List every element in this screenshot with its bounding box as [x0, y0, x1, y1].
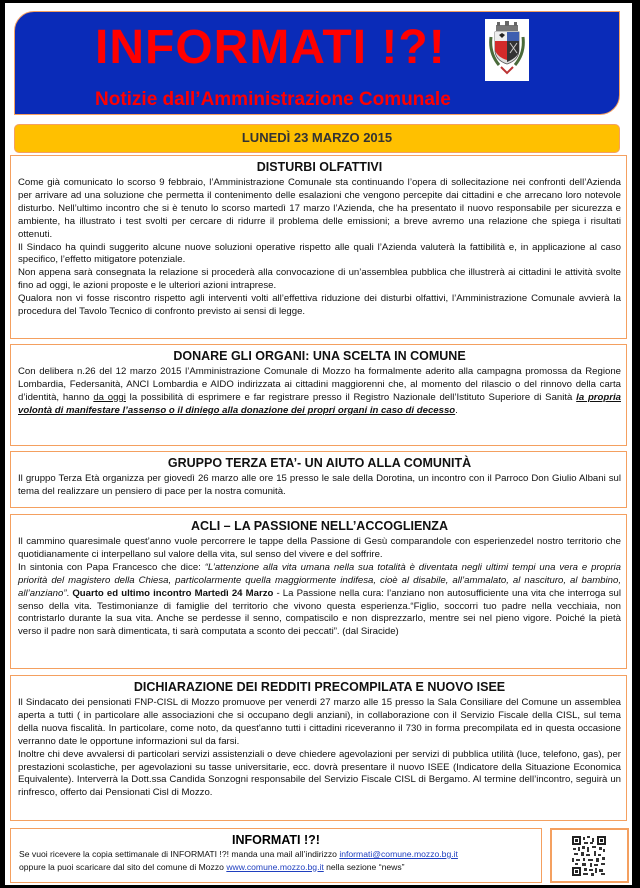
footer-line	[19, 861, 533, 874]
qr-code-icon	[572, 836, 606, 876]
article-paragraph	[18, 366, 621, 418]
issue-date: LUNEDÌ 23 MARZO 2015	[14, 124, 620, 153]
article-title: ACLI – LA PASSIONE NELL’ACCOGLIENZA	[191, 519, 448, 533]
article-text: .	[455, 404, 458, 416]
footer-title: INFORMATI !?!	[232, 833, 320, 847]
article-paragraph: Qualora non vi fosse riscontro rispetto agli interventi volti all’effettiva riduzione dei disturbi olfattivi, l’Amministrazione Comunale avvierà la procedura del Tavolo Tecnico di confronto previsto ai sensi di legge.	[18, 293, 621, 318]
article-paragraph: Il cammino quaresimale quest’anno vuole percorrere le tappe della Passione di Gesù comparandole con esperienzedel nostro territorio che quotidianamente ci interpellano sul valore della vita, sul senso del vivere e del soffrire.	[18, 536, 621, 560]
article-disturbi-olfattivi	[10, 155, 627, 339]
article-paragraph: Il Sindaco ha quindi suggerito alcune nuove soluzioni operative rispetto alle quali l’Azienda valuterà la fattibilità e, in applicazione al caso specifico, l’effetto mitigatore potenziale.	[18, 241, 621, 266]
emphasized-text: la propria volontà di manifestare l’assenso o il diniego alla donazione dei propri organi in caso di decesso	[18, 391, 621, 416]
bold-text: Quarto ed ultimo incontro Martedì 24 Marzo	[72, 587, 274, 599]
newsletter-subtitle: Notizie dall’Amministrazione Comunale	[95, 89, 451, 110]
footer-box	[10, 828, 542, 883]
newsletter-title: INFORMATI !?!	[95, 21, 446, 74]
article-text: In sintonia con Papa Francesco che dice:	[18, 561, 205, 573]
website-link[interactable]: www.comune.mozzo.bg.it	[226, 861, 324, 872]
article-text: - La Passione nella cura: l’anziano non autosufficiente una vita che interroga sul senso della vita. Testimonianze di famiglie del territorio che vivono questa esperienza.“Figlio, soccorri tuo padre nella vecchiaia, non contristarlo durante la sua vita. Anche se perdesse il senno, compatiscilo e non disprezzarlo, mentre sei nel pieno vigore. Poiché la pietà verso il padre non sarà dimenticata, ti sarà computata a sconto dei peccati”. (dal Siracide)	[18, 587, 621, 638]
article-title: DICHIARAZIONE DEI REDDITI PRECOMPILATA E NUOVO ISEE	[133, 680, 506, 694]
article-paragraph: Non appena sarà consegnata la relazione si procederà alla convocazione di un’assemblea pubblica che illustrerà ai cittadini le attività svolte fino ad oggi, le azioni proposte e le ulteriori azioni intraprese.	[18, 267, 621, 292]
article-terza-eta	[10, 451, 627, 508]
footer-text: oppure la puoi scaricare dal sito del comune di Mozzo	[19, 861, 227, 872]
article-title: DISTURBI OLFATTIVI	[256, 160, 383, 174]
article-paragraph: Il Sindacato dei pensionati FNP-CISL di Mozzo promuove per venerdi 27 marzo alle 15 presso la Sala Consiliare del Comune un assemblea aperta a tutti ( in particolare alle associazioni che si occupano degli anziani), in collaborazione con il Servizio Fiscale della CISL, sul tema della nuova fiscalità. In particolare, come noto, da quest'anno tutti i cittadini riceveranno il 730 in forma precompilata ed in questa occasione verranno date le opportune informazioni sul da farsi.	[18, 697, 621, 747]
article-title: DONARE GLI ORGANI: UNA SCELTA IN COMUNE	[173, 349, 466, 363]
article-acli	[10, 514, 627, 669]
article-title: GRUPPO TERZA ETA’- UN AIUTO ALLA COMUNITÀ	[167, 456, 472, 470]
article-donare-organi	[10, 344, 627, 446]
article-paragraph	[18, 562, 621, 639]
footer-line	[19, 848, 533, 861]
underlined-text: da oggi	[93, 391, 126, 403]
municipal-coat-of-arms-icon	[485, 19, 529, 81]
article-paragraph: Inoltre chi deve avvalersi di particolari servizi assistenziali o deve chiedere agevolazioni per servizi di pubblica utilità (luce, telefono, gas), per prestazioni scolastiche, per agevolazioni su tasse universitarie, ecc. dovrà presentare il nuovo ISEE (Indicatore della Situazione Economica Equivalente). Interverrà la Dott.ssa Candida Sonzogni responsabile del Servizio Fiscale CISL di Bergamo. Al termine dell’incontro, seguirà un rinfresco, offerto dai Pensionati Cisl di Mozzo.	[18, 748, 621, 799]
quote-text: “L’attenzione alla vita umana nella sua totalità è diventata negli ultimi tempi una vera e propria priorità del magistero della Chiesa, particolarmente quella maggiormente indifesa, cioè al disabile, all’ammalato, al nascituro, al bambino, all’anziano”	[18, 561, 621, 599]
email-link[interactable]: informati@comune.mozzo.bg.it	[339, 849, 458, 859]
header-banner	[14, 11, 620, 115]
article-text: Con delibera n.26 del 12 marzo 2015 l’Amministrazione Comunale di Mozzo ha formalmente aderito alla campagna promossa da Regione Lombardia, Federsanità, ANCI Lombardia e AIDO indirizzata ai cittadini maggiorenni che, al momento del rilascio o del rinnovo della carta d’identità, hanno	[18, 366, 621, 403]
qr-code-box	[550, 828, 629, 883]
footer-text: nella sezione “news”	[323, 861, 405, 872]
newsletter-page	[5, 3, 632, 885]
article-text: la possibilità di esprimere e far registrare presso il Registro Nazionale dell’Istituto Superiore di Sanità	[125, 391, 577, 403]
article-text: .	[66, 587, 73, 599]
article-paragraph: Il gruppo Terza Età organizza per giovedì 26 marzo alle ore 15 presso le sale della Dorotina, un incontro con il Parroco Don Giulio Albani sul tema del realizzare un pensiero di pace per la nostra comunità.	[18, 473, 621, 497]
article-paragraph: Come già comunicato lo scorso 9 febbraio, l’Amministrazione Comunale sta continuando l’opera di sollecitazione nei confronti dell’Azienda per arrivare ad una soluzione che permetta il contenimento delle esalazioni che vengono percepite dai cittadini e che arrecano loro notevole disturbo. Nell’ultimo incontro che si è tenuto lo scorso martedì 17 marzo l’Azienda, che ha presentato il nuovo responsabile per sicurezza e ambiente, ha illustrato i test svolti per cercare di ridurre il problema delle emissioni; a breve avremo una relazione che spiega i risultati ottenuti.	[18, 177, 621, 240]
article-dichiarazione-redditi	[10, 675, 627, 821]
footer-text: Se vuoi ricevere la copia settimanale di INFORMATI !?! manda una mail all’indirizzo	[19, 849, 340, 859]
